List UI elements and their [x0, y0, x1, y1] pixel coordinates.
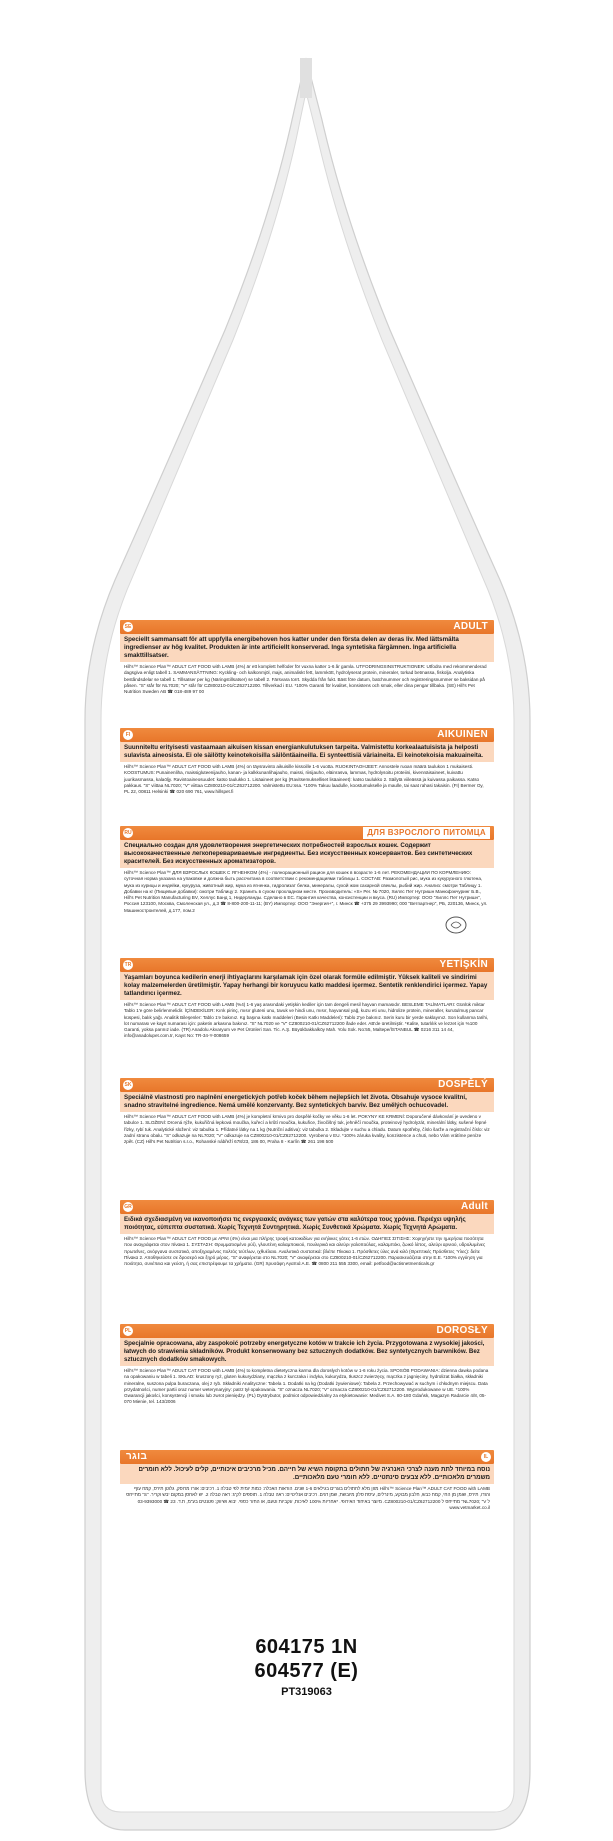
eac-mark-icon [445, 916, 467, 934]
language-badge: PL [124, 1328, 132, 1334]
intro-text: Suunniteltu erityisesti vastaamaan aikuisen kissan energiankulutuksen tarpeita. Valmistettu korkealaatuisista ja helposti sulavista aineosista. Ei ole säilötty keinotekoisilla säilöntäaineilla. Ei synteettisiä väriaineita. Ei keinotekoisia makuaineita. [120, 742, 494, 762]
life-stage-label: Adult [460, 1201, 488, 1212]
batch-code: PT319063 [281, 1686, 332, 1698]
section-header [120, 1324, 494, 1338]
intro-text: Ειδικά σχεδιασμένη να ικανοποιήσει τις ενεργειακές ανάγκες των γατών στα καλύτερα τους χρόνια. Περιέχει υψηλής ποιότητας, εύπεπτα συστατικά. Χωρίς Τεχνητά Συντηρητικά. Χωρίς Συνθετικά Χρώματα. Χωρίς Τεχνητά Αρώματα. [120, 1214, 494, 1234]
product-codes [0, 1635, 613, 1699]
bag-seal [300, 58, 312, 98]
intro-text: Специально создан для удовлетворения энергетических потребностей взрослых кошек. Содержит высококачественные легкоперевариваемые ингредиенты. Без искусственных консервантов. Без синтетических красителей. Без искусственных ароматизаторов. [120, 840, 494, 868]
details-text: Hill's™ Science Plan™ ADULT CAT FOOD with LAMB (4%) je kompletní krmivo pro dospělé kočky ve věku 1-6 let. POKYNY KE KRMENÍ: Doporučené dávkování je uvedeno v tabulce 1. SLOŽENÍ: Drcená rýže, kukuřičná lepková moučka, kuřecí a krůtí moučka, kukuřice, živočišný tuk, jehněčí moučka, proteinový hydrolyzát, minerální látky, sušené řepné řízky, rybí tuk. Analytické složení: viz tabulka 1. Přídatné látky na 1 kg (Nutriční aditiva): viz tabulka 2. Skladujte v suchu a chladu. Datum spotřeby, číslo šarže a registrační číslo: viz zadní stranu obalu. "S" odkazuje na NL7020; "V" odkazuje na CZ800210-01/CZ62712200. Vyrobeno v EU. *100% záruka kvality, konzistence a chuti, nebo Vám vrátíme peníze zpět. (CZ) Hill's Pet Nutrition s.r.o., Rohanské nábřeží 678/23, 186 00, Praha 8 - Karlín ☎ 261 198 500 [124, 1114, 490, 1144]
section-tr [120, 958, 494, 1056]
section-pl [120, 1324, 494, 1422]
intro-text: Speciellt sammansatt för att uppfylla energibehoven hos katter under den första delen av deras liv. Med lättsmälta ingredienser av hög kvalitet. Produkten är inte artificiellt konserverad. Inga syntetiska färgämnen. Inga artificiella smakttillsatser. [120, 634, 494, 662]
section-header [120, 826, 494, 840]
section-header [120, 728, 494, 742]
details-text: Hill's™ Science Plan™ ADULT CAT FOOD with LAMB (4%) är ett komplett helfoder för vuxna katter 1-6 år gamla. UTFODRINGSINSTRUKTIONER: Utfodra med rekommenderad dagsgiva enligt tabell 1. SAMMANSÄTTNING: Kyckling- och kalkonmjöl, majs, animaliskt fett, lammkött, hydrolyserat protein, mineraler, torkad betmassa, fiskolja. Analytiska beståndsdelar se tabell 1. Tillsatser per kg (Näringstillsatser) se tabell 2. Färsvara torrt. Skydda från fukt. Bäst före datum, batchnummer och registreringsnummer se baksidan på påsen. "S" står för NL7020; "V" står för CZ800210-01/CZ62712200. Tillverkad i EU. *100% Garanti för kvalitet, konsistens och smak, eller dina pengar tillbaka. (SE) Hill's Pet Nutrition Sweden AB ☎ 018-489 97 00 [124, 664, 487, 695]
section-header [120, 1200, 494, 1214]
language-badge: GR [124, 1204, 132, 1210]
details-text: Hill's™ Science Plan™ ADULT CAT FOOD with LAMB (%4) 1-6 yaş arasındaki yetişkin kediler için tam dengeli mesil hayvan mamasıdır. BESLEME TALİMATLARI: Günlük miktar Tablo 1'e göre belirlenmelidir. İÇİNDEKİLER: Kırık pirinç, mısır gluteni unu, tavuk ve hindi unu, mısır, hayvansal yağ, kuzu eti unu, hidrolize protein, mineraller, kurutulmuş pancar küspesi, balık yağı. Analitik Bileşenler: Tablo 1'e bakınız. Kg başına katkı maddeleri (Besin Katkı Maddeleri): Tablo 2'ye bakınız. Serin kuru bir yerde saklayınız. Son kullanma tarihi, lot numarası ve kayıt numarası için: paketin arkasına bakınız. "S" NL7020 ve "V" CZ800210-01/CZ62712200 ifade eder. AB'de üretilmiştir. *Kalite, tutarlılık ve lezzet için %100 Garanti, yoksa parınız iade. (TR) Anadolu Akvaryum ve Pet Ürünleri San. Tic. A.Ş. Büyükbakkalköy Mah. Yolu Sok. No:55, Maltepe/İSTANBUL ☎ 0216 311 14 44, info@anadolupet.com.tr, Kayıt No: TR-34-Y-008659 [124, 1002, 489, 1039]
section-header [120, 1450, 494, 1464]
life-stage-label: YETİŞKİN [439, 959, 488, 970]
intro-text: Yaşamları boyunca kedilerin enerji ihtiyaçlarını karşılamak için özel olarak formüle edilmiştir. Yüksek kaliteli ve sindirimi kolay malzemelerden üretilmiştir. Yapay herhangi bir koruyucu katkı maddesi içermez. Sentetik renklendirici içermez. Yapay tatlandırıcı içermez. [120, 972, 494, 1000]
language-badge: SK [124, 1082, 132, 1088]
product-code-line-1: 604175 1N [255, 1636, 358, 1658]
language-badge: IL [481, 1452, 491, 1462]
section-se [120, 620, 494, 714]
language-badge: SE [124, 624, 132, 630]
life-stage-label: ДЛЯ ВЗРОСЛОГО ПИТОМЦА [363, 827, 490, 839]
intro-text: נוסח במיוחד לתת מענה לצרכי האנרגיה של חתולים בתקופת השיא של חייהם. מכיל מרכיבים איכותיים, קלים לעיכול. ללא חומרים משמרים מלאכותיים. ללא צבעים סינתטיים. ללא חומרי טעם מלאכותיים. [120, 1464, 494, 1484]
section-sk [120, 1078, 494, 1168]
section-il [120, 1450, 494, 1540]
language-badge: RU [124, 830, 132, 836]
section-ru [120, 826, 494, 930]
details-text: Hill's™ Science Plan™ ADULT CAT FOOD with LAMB מזון מלא לחתולים בוגרים בגילאים 1-6 שנים. הוראות האכלה: כמות יומית לפי טבלה 1. רכיבים: אורז מרוסק, גלוטן תירס, קמח עוף והודו, תירס, שומן מן החי, קמח כבש, חלבון מבוקע, מינרלים, עיסת סלק מיובשת, שמן דגים. רכיבים אנליטיים: ראה טבלה 1. תוספים לק"ג: ראה טבלה 2. יש לאחסן במקום יבש וקריר. "S" מתייחס ל NL7020; "V" מתייחס ל CZ800210-01/CZ62712200. מיוצר באיחוד האירופי. *אחריות 100% לאיכות, עקביות וטעם, או החזר כספי. יבוא ושיווק: פטנטים בע"מ, ת.ד. 23 ☎ 03-9393000 www.vetmarket.co.il [126, 1486, 490, 1510]
details-text: Hill's™ Science Plan™ ADULT CAT FOOD with LAMB (4%) to kompletna dietetyczna karma dla dorosłych kotów w 1-6 roku życia. SPOSÓB PODAWANIA: dzienna dawka podana na opakowaniu w tabeli 1. SKŁAD: kruszony ryż, gluten kukurydziany, mączka z kurczaka i indyka, kukurydza, tłuszcz zwierzęcy, mączka z jagnięciny, hydrolizat białka, składniki mineralne, suszona pulpa buraczana, olej z ryb. Składniki Analityczne: Tabela 1. Dodatki na kg (Dodatki żywieniowe): Tabela 2. Przechowywać w suchym i chłodnym miejscu. Data przydatności, numer partii oraz numer weterynaryjny: patrz tył opakowania. "S" oznacza NL7020; "V" oznacza CZ800210-01/CZ62712200. Wyprodukowane w UE. *100% Gwarancji jakości, konsystencji i smaku lub zwrot pieniędzy. (PL) Dystrybutor, podmiot odpowiedzialny za etykietowanie: Medivet S.A. 80-180 Gdańsk, Magazyn Radarcie 4/8, 05-070 Mienie, tel. 143/2006 [124, 1368, 489, 1405]
language-badge: TR [124, 962, 132, 968]
section-gr [120, 1200, 494, 1292]
details-text: Hill's™ Science Plan™ ADULT CAT FOOD με ΑΡΝΙ (4%) είναι μια πλήρης τροφή κατοικιδίων για ενήλικες γάτες 1-6 ετών. ΟΔΗΓΙΕΣ ΣΙΤΙΣΗΣ: Χορηγήστε την ημερήσια ποσότητα που αναγράφεται στον πίνακα 1. ΣΥΣΤΑΣΗ: Θρυμματισμένο ρύζι, γλουτένη καλαμποκιού, πουλερικά και αλεύρι γαλοπούλας, καλαμπόκι, ζωικό λίπος, αλεύρι αρνιού, υδρολυμένες πρωτεΐνες, ανόργανα συστατικά, αποξηραμένος πολτός τεύτλων, ιχθυέλαιο. Αναλυτικά συστατικά: βλέπε Πίνακα 1. Πρόσθετες ύλες ανά κιλό (Θρεπτικές Πρόσθετες Ύλες): δείτε Πίνακα 2. Αποθηκεύστε σε δροσερό και ξηρό μέρος. "S" αναφέρεται στο NL7020; "V" αναφέρεται στο CZ800210-01/CZ62712200. Παρασκευάζεται στην Ε.Ε. *100% εγγύηση για ποιότητα, συνέπεια και γεύση, ή σας επιστρέφουμε τα χρήματα. (GR) Χρυσάφη Αγαπιά Α.Ε. ☎ 0800 211 555 3300, email: petfood@actisnetmenticals.gr [124, 1236, 486, 1266]
section-header [120, 958, 494, 972]
details-text: Hill's™ Science Plan™ ДЛЯ ВЗРОСЛЫХ КОШЕК С ЯГНЕНКОМ (4%) - полнорационный рацион для кошек в возрасте 1-6 лет. РЕКОМЕНДАЦИИ ПО КОРМЛЕНИЮ: суточная норма указана на упаковке и должна быть рассчитана в соответствии с рекомендациями таблицы 1. СОСТАВ: Размолотый рис, мука из кукурузного глютена, мука из курицы и индейки, кукуруза, животный жир, мука из ягненка, гидролизат белка, минералы, сухой жом сахарной свеклы, рыбий жир. Анализ: смотри Таблицу 1. Добавки на кг (Пищевые добавки): смотри Таблицу 2. Хранить в сухом прохладном месте. Производитель: «S» Рег. № 7020, Хиллс Пет Нутришн Манюфэкчуринг Б.В., Hill's Pet Nutrition Manufacturing BV, Хеллус Банд 1, Нидерланды. Сделано в ЕС. Гарантия качества, консистенции и вкуса. (RU) Импортер: ООО "Хиллс Пет Нутришн", Россия 123100, Москва, Смоленская ул., д.3 ☎ 8-800-200-11-11; (BY) Импортер: ООО "Энергия+", г. Минск ☎ +375 29 3993990; 000 "Ветпартнер", РБ, 220136, Минск, ул. Машиностроителей, д.177, пом.2 [124, 870, 488, 913]
section-header [120, 620, 494, 634]
section-fi [120, 728, 494, 804]
intro-text: Speciálně vlastnosti pro naplnění energetických potřeb koček během nejlepších let života. Obsahuje vysoce kvalitní, snadno stravitelné ingredience. Nemá umělé konzervanty. Bez syntetických barviv. Bez umělých ochucovadel. [120, 1092, 494, 1112]
language-badge: FI [123, 730, 133, 740]
details-text: Hill's™ Science Plan™ ADULT CAT FOOD with LAMB (4%) on täysravinto aikuisille kissoille 1-6 vuotta. RUOKINTAOHJEET: Annostele ruoan määrä taulukon 1 mukaisesti. KOOSTUMUS: Punainenliha, maissigluteenijauho, kanan- ja kalkkunanlihajauho, maissi, riisijauho, eläinrasva, lammas, hydrolysoitu proteiini, kivennäisaineet, kuivattu juurikasmassa, kalaöljy. Ravintoaineosuudet: katso taulukko 1. Lisäaineet per kg (Ravitsemukselliset lisäaineet): katso taulukko 2. Säilytä viileässä ja kuivassa paikassa. Katso pakkaus. "S" viittaa NL7020; "V" viittaa CZ800210-01/CZ62712200. Valmistettu EU:ssa. *100% Takuu laadulle, koostumukselle ja maulle, tai saat rahasi takaisin. (FI) Bermer Oy, PL 22, 00811 Helsinki ☎ 020 690 761, www.hillspet.fi [124, 764, 484, 794]
life-stage-label: ADULT [453, 621, 488, 632]
section-header [120, 1078, 494, 1092]
life-stage-label: בוגר [126, 1451, 148, 1462]
life-stage-label: DOROSŁY [436, 1325, 488, 1336]
product-code-line-2: 604577 (E) [254, 1660, 359, 1682]
intro-text: Specjalnie opracowana, aby zaspokoić potrzeby energetyczne kotów w trakcie ich życia. Przygotowana z wysokiej jakości, łatwych do strawienia składników. Produkt konserwowany bez sztucznych dodatków. Bez syntetycznych barwników. Bez sztucznych dodatków smakowych. [120, 1338, 494, 1366]
life-stage-label: DOSPĚLÝ [438, 1079, 488, 1090]
life-stage-label: AIKUINEN [437, 729, 488, 740]
bag-inner-face [101, 92, 514, 1812]
